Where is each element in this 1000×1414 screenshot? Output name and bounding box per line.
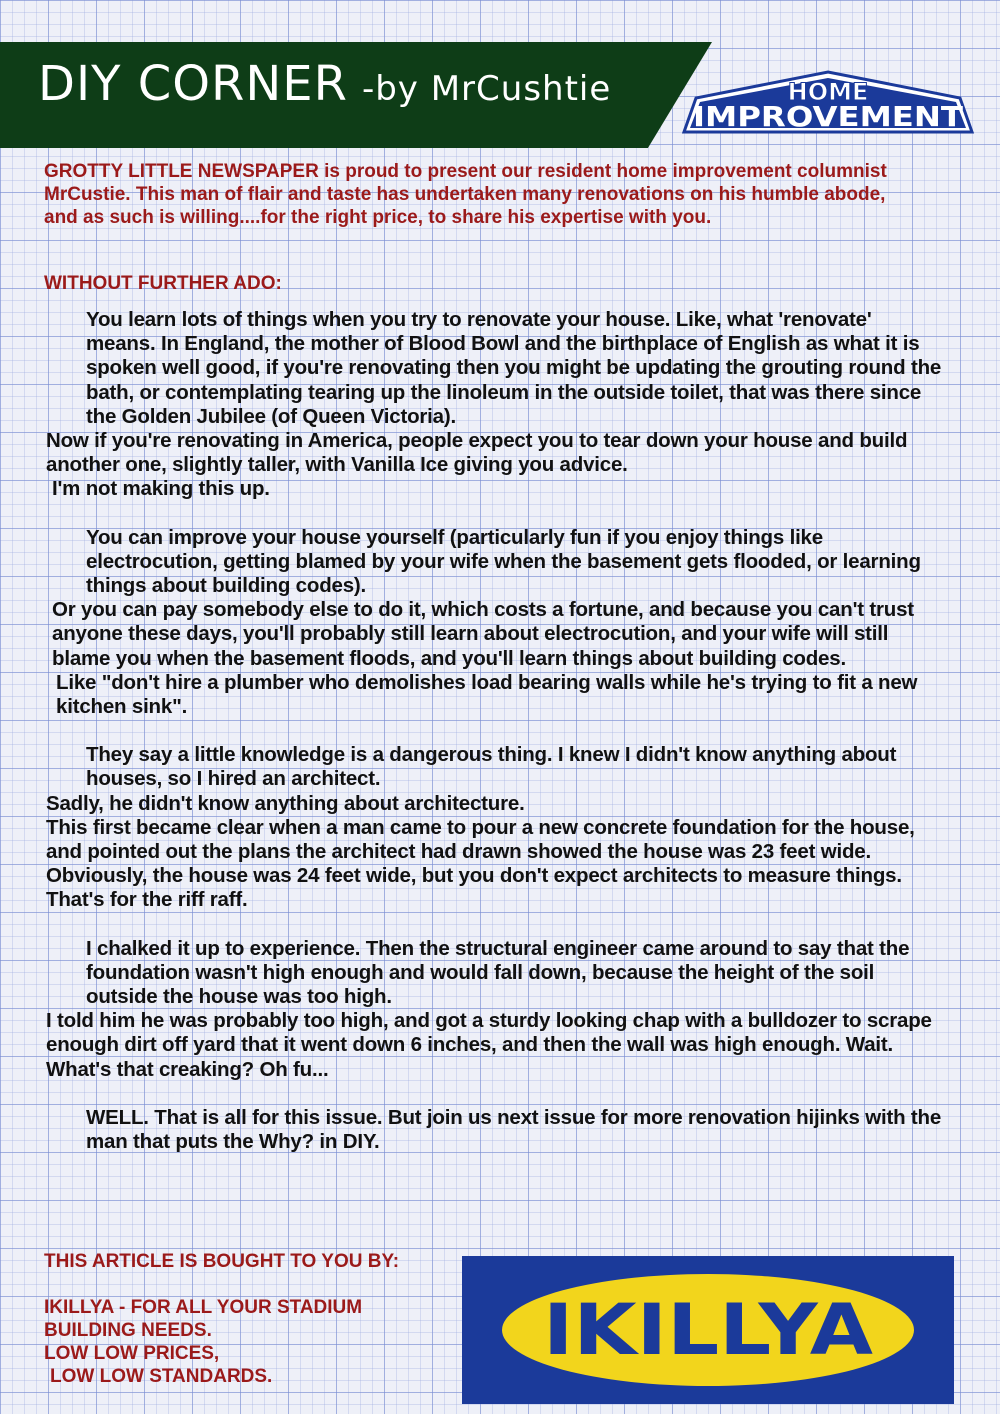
sponsor-line: LOW LOW PRICES, [44, 1343, 220, 1364]
sponsor-line: LOW LOW STANDARDS. [50, 1366, 273, 1387]
paragraph-5 [46, 1106, 946, 1154]
article-line: I'm not making this up. [52, 477, 270, 501]
intro-text: GROTTY LITTLE NEWSPAPER is proud to present our resident home improvement columnist MrCustie. This man of flair and taste has undertaken many renovations on his humble abode, and as such is willing....for the right price, to share his expertise with you. [44, 161, 887, 228]
article-line: This first became clear when a man came to pour a new concrete foundation for the house, and pointed out the plans the architect had drawn showed the house was 23 feet wide. [46, 815, 915, 864]
article-line: Sadly, he didn't know anything about architecture. [46, 791, 525, 815]
page-title [38, 56, 611, 112]
ikillya-logo [462, 1256, 954, 1404]
article-line: Obviously, the house was 24 feet wide, but you don't expect architects to measure things. That's for the riff raff. [46, 864, 902, 912]
title-text: DIY CORNER [38, 56, 348, 112]
logo-line2: IMPROVEMENT [693, 100, 963, 133]
article-line: You learn lots of things when you try to renovate your house. Like, what 'renovate' means. In England, the mother of Blood Bowl and the birthplace of English as what it is spoken well good, if you're renovating then you might be updating the grouting round the bath, or contemplating tearing up the linoleum in the outside toilet, that was there since the Golden Jubilee (of Queen Victoria). [86, 308, 942, 428]
home-improvement-logo [678, 68, 978, 136]
paragraph-1 [46, 308, 946, 502]
paragraph-3 [46, 743, 946, 912]
article-line: WELL. That is all for this issue. But join us next issue for more renovation hijinks with the man that puts the Why? in DIY. [86, 1105, 942, 1154]
sponsor-heading: THIS ARTICLE IS BOUGHT TO YOU BY: [44, 1251, 400, 1272]
without-heading: WITHOUT FURTHER ADO: [44, 273, 282, 294]
article-body [46, 308, 946, 1178]
ikillya-logo-text: IKILLYA [543, 1289, 873, 1371]
article-line: Like "don't hire a plumber who demolishes load bearing walls while he's trying to fit a new kitchen sink". [56, 670, 918, 719]
byline: -by MrCushtie [361, 69, 612, 109]
ikillya-logo-graphic [462, 1256, 954, 1404]
article-line: I chalked it up to experience. Then the structural engineer came around to say that the foundation wasn't high enough and would fall down, because the height of the soil outside the house was too high. [86, 936, 910, 1009]
article-line: Now if you're renovating in America, people expect you to tear down your house and build another one, slightly taller, with Vanilla Ice giving you advice. [46, 429, 908, 477]
paragraph-4 [46, 937, 946, 1082]
logo-line1: HOME [787, 78, 869, 106]
article-line: Or you can pay somebody else to do it, which costs a fortune, and because you can't trust anyone these days, you'll probably still learn about electrocution, and your wife will still blame you when the basement floods, and you'll learn things about building codes. [52, 598, 914, 670]
article-line: I told him he was probably too high, and got a sturdy looking chap with a bulldozer to scrape enough dirt off yard that it went down 6 inches, and then the wall was high enough. Wait. What's that creaking? Oh fu... [46, 1009, 932, 1081]
paragraph-2 [46, 526, 946, 720]
article-line: You can improve your house yourself (particularly fun if you enjoy things like electrocution, getting blamed by your wife when the basement gets flooded, or learning things about building codes). [86, 525, 921, 598]
sponsor-line: BUILDING NEEDS. [44, 1320, 212, 1341]
sponsor-line: IKILLYA - FOR ALL YOUR STADIUM [44, 1297, 363, 1318]
article-line: They say a little knowledge is a dangerous thing. I knew I didn't know anything about houses, so I hired an architect. [86, 743, 897, 791]
sponsor-text [44, 1296, 464, 1388]
